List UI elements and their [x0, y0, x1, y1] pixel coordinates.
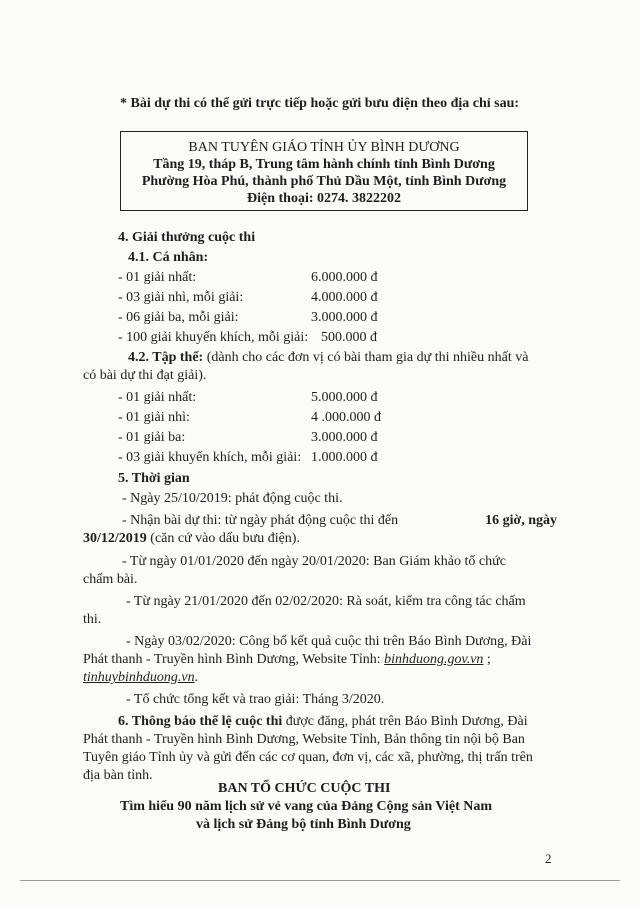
timeline-item: - Ngày 03/02/2020: Công bố kết quả cuộc thi trên Báo Bình Dương, Đài [126, 634, 532, 649]
individual-heading: 4.1. Cá nhân: [128, 250, 209, 265]
timeline-item [122, 513, 557, 529]
collective-prize-label: - 01 giải nhì: [118, 410, 190, 425]
organizer-line-1: Tìm hiểu 90 năm lịch sử vẻ vang của Đảng Cộng sản Việt Nam [120, 799, 493, 814]
timeline-item: - Tổ chức tổng kết và trao giải: Tháng 3/2020. [126, 692, 385, 707]
section-6-line [118, 714, 528, 730]
collective-prize-label: - 03 giải khuyến khích, mỗi giải: [118, 450, 302, 465]
collective-note: (dành cho các đơn vị có bài tham gia dự thi nhiều nhất và [206, 350, 529, 365]
timeline-deadline-date: 30/12/2019 [83, 531, 147, 546]
period: . [194, 670, 199, 685]
section-4-heading: 4. Giải thưởng cuộc thi [118, 230, 256, 245]
collective-prize-label: - 01 giải nhất: [118, 390, 197, 405]
collective-prize-amount: 4 .000.000 đ [311, 410, 381, 425]
collective-prize-amount: 3.000.000 đ [311, 430, 378, 445]
address-phone: Điện thoại: 0274. 3822202 [247, 191, 401, 206]
timeline-deadline: 16 giờ, ngày [485, 513, 557, 528]
timeline-item-cont: chấm bài. [83, 572, 138, 587]
collective-heading: 4.2. Tập thể: [128, 350, 204, 365]
timeline-text: (căn cứ vào dấu bưu điện). [150, 531, 300, 546]
address-line-2: Phường Hòa Phú, thành phố Thủ Dầu Một, tỉnh Bình Dương [141, 174, 507, 189]
timeline-item-cont: thi. [83, 612, 102, 627]
website-link[interactable]: binhduong.gov.vn [384, 652, 484, 667]
timeline-item: - Từ ngày 21/01/2020 đến 02/02/2020: Rà soát, kiểm tra công tác chấm [126, 594, 526, 609]
section-6-text: được đăng, phát trên Báo Bình Dương, Đài [285, 714, 528, 729]
individual-prize-amount: 6.000.000 đ [311, 270, 378, 285]
individual-prize-label: - 03 giải nhì, mỗi giải: [118, 290, 244, 305]
timeline-text: - Nhận bài dự thi: từ ngày phát động cuộc thi đến [122, 513, 399, 528]
individual-prize-label: - 100 giải khuyến khích, mỗi giải: [118, 330, 309, 345]
address-box [120, 131, 528, 211]
footer-rule [20, 880, 620, 881]
collective-prize-label: - 01 giải ba: [118, 430, 186, 445]
timeline-item-cont [83, 531, 300, 547]
individual-prize-amount: 3.000.000 đ [311, 310, 378, 325]
page-number: 2 [545, 851, 552, 866]
organizer-line-2: và lịch sử Đảng bộ tỉnh Bình Dương [196, 817, 411, 832]
collective-heading-line [128, 350, 528, 366]
address-line-1: Tầng 19, tháp B, Trung tâm hành chính tỉnh Bình Dương [153, 157, 495, 172]
timeline-item: - Ngày 25/10/2019: phát động cuộc thi. [122, 491, 343, 506]
section-6-text: Tuyên giáo Tỉnh ủy và gửi đến các cơ quan, đơn vị, các xã, phường, thị trấn trên [83, 750, 533, 765]
website-link[interactable]: tinhuybinhduong.vn [83, 670, 195, 685]
collective-prize-amount: 1.000.000 đ [311, 450, 378, 465]
timeline-item-cont [83, 652, 491, 668]
collective-note-cont: có bài dự thi đạt giải). [83, 368, 207, 383]
organizer-title: BAN TỔ CHỨC CUỘC THI [218, 781, 391, 796]
address-org: BAN TUYÊN GIÁO TỈNH ỦY BÌNH DƯƠNG [188, 140, 460, 155]
individual-prize-label: - 06 giải ba, mỗi giải: [118, 310, 239, 325]
collective-prize-amount: 5.000.000 đ [311, 390, 378, 405]
timeline-text: Phát thanh - Truyền hình Bình Dương, Website Tỉnh: [83, 652, 381, 667]
timeline-item: - Từ ngày 01/01/2020 đến ngày 20/01/2020: Ban Giám khảo tổ chức [122, 554, 506, 569]
individual-prize-label: - 01 giải nhất: [118, 270, 197, 285]
section-5-heading: 5. Thời gian [118, 471, 190, 486]
section-6-heading: 6. Thông báo thể lệ cuộc thi [118, 714, 283, 729]
individual-prize-amount: 500.000 đ [321, 330, 377, 345]
section-6-text: Phát thanh - Truyền hình Bình Dương, Website Tỉnh, Bản thông tin nội bộ Ban [83, 732, 525, 747]
individual-prize-amount: 4.000.000 đ [311, 290, 378, 305]
section-6-text: địa bàn tỉnh. [83, 768, 153, 783]
timeline-item-cont [83, 670, 198, 686]
submission-note: * Bài dự thi có thể gửi trực tiếp hoặc gửi bưu điện theo địa chỉ sau: [120, 96, 520, 111]
separator: ; [486, 652, 491, 667]
